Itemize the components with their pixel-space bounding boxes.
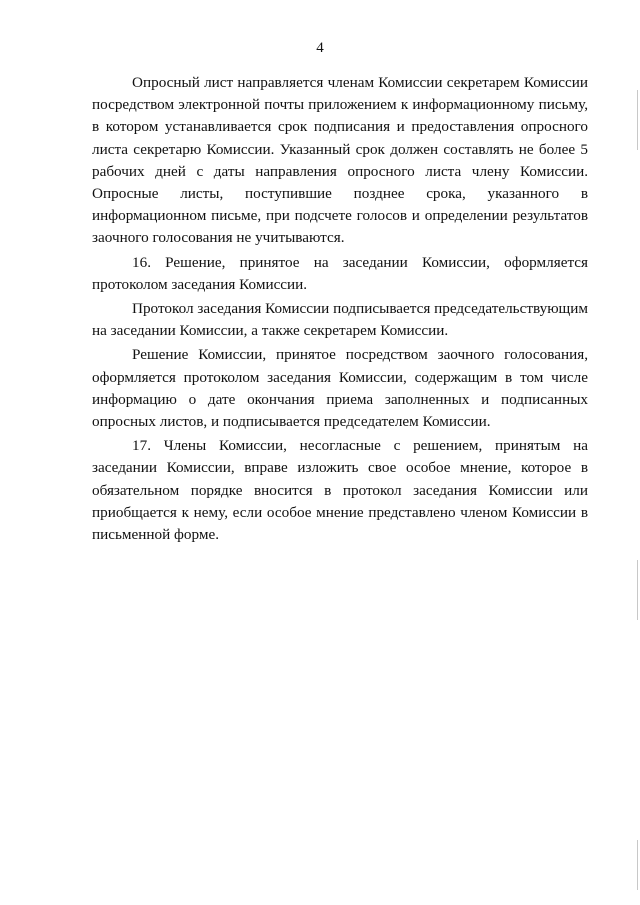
paragraph-protocol-signing: Протокол заседания Комиссии подписывается председательствующим на заседании Комиссии, а также секретарем Комиссии. <box>92 300 588 340</box>
paragraph-questionnaire: Опросный лист направляется членам Комиссии секретарем Комиссии посредством электронной почты приложением к информационному письму, в котором устанавливается срок подписания и предоставления опросного листа секретарю Комиссии. Указанный срок должен составлять не более 5 рабочих дней с даты направления опросного листа члену Комиссии. Опросные листы, поступившие позднее срока, указанного в информационном письме, при подсчете голосов и определении результатов заочного голосования не учитываются. <box>92 74 588 247</box>
paragraph-absentee-decision: Решение Комиссии, принятое посредством заочного голосования, оформляется протоколом заседания Комиссии, содержащим в том числе информацию о дате окончания приема заполненных и подписанных опросных листов, и подписывается председателем Комиссии. <box>92 346 588 431</box>
paragraph-item-17: 17. Члены Комиссии, несогласные с решением, принятым на заседании Комиссии, вправе изложить свое особое мнение, которое в обязательном порядке вносится в протокол заседания Комиссии или приобщается к нему, если особое мнение представлено членом Комиссии в письменной форме. <box>92 437 588 544</box>
document-body <box>92 72 588 548</box>
paragraph-item-16: 16. Решение, принятое на заседании Комиссии, оформляется протоколом заседания Комиссии. <box>92 253 588 293</box>
scan-edge-line <box>637 840 638 890</box>
scan-edge-line <box>637 90 638 150</box>
page-number: 4 <box>316 40 324 56</box>
scan-edge-line <box>637 560 638 620</box>
